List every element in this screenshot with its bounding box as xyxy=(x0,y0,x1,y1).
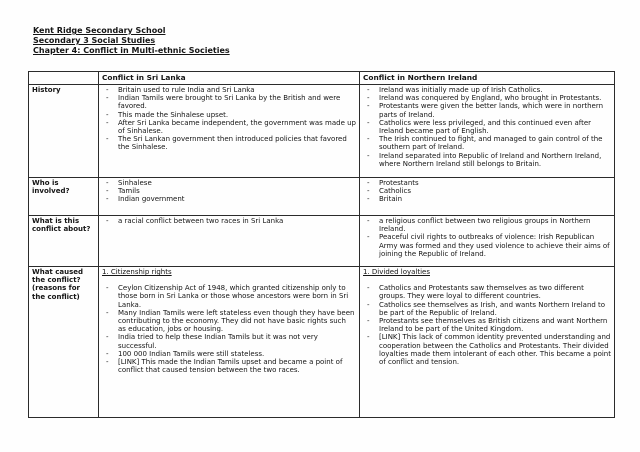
chapter-title: Chapter 4: Conflict in Multi-ethnic Societies xyxy=(33,46,230,55)
bullet-dash: - xyxy=(367,187,370,196)
table-row-who-is-involved xyxy=(29,178,615,216)
bullet-item xyxy=(363,152,611,168)
bullet-item xyxy=(102,94,356,110)
table-row-conflict-about xyxy=(29,216,615,267)
bullet-text: Britain xyxy=(379,195,403,204)
bullet-dash: - xyxy=(106,135,109,144)
bullet-item xyxy=(363,317,611,333)
bullet-item xyxy=(363,301,611,317)
bullet-dash: - xyxy=(106,195,109,204)
subject-line: Secondary 3 Social Studies xyxy=(33,36,156,45)
bullet-item xyxy=(363,179,611,187)
history-sri-lanka-cell xyxy=(99,85,360,178)
cause-heading-citizenship-rights: 1. Citizenship rights xyxy=(102,268,172,276)
row-label-history: History xyxy=(29,85,99,178)
bullet-text: Protestants see themselves as British citizens and want Northern Ireland to be part of the United Kingdom. xyxy=(379,317,608,334)
bullet-item xyxy=(102,119,356,135)
table-header-row xyxy=(29,72,615,85)
bullet-text: Protestants xyxy=(379,179,419,187)
bullet-text: The Irish continued to fight, and managed to gain control of the southern part of Ireland. xyxy=(379,135,603,152)
bullet-item xyxy=(102,135,356,151)
bullet-text: The Sri Lankan government then introduced policies that favored the Sinhalese. xyxy=(118,135,347,152)
bullet-item xyxy=(102,350,356,358)
bullet-dash: - xyxy=(367,317,370,326)
who-northern-ireland-cell xyxy=(360,178,615,216)
column-header-sri-lanka: Conflict in Sri Lanka xyxy=(99,72,360,85)
bullet-item xyxy=(363,333,611,366)
bullet-item xyxy=(363,217,611,233)
bullet-text: Britain used to rule India and Sri Lanka xyxy=(118,86,255,94)
about-sri-lanka-cell xyxy=(99,216,360,267)
bullet-text: Many Indian Tamils were left stateless even though they have been contributing to the economy. They did not have basic rights such as education, jobs or housing. xyxy=(118,308,355,334)
bullet-dash: - xyxy=(106,284,109,293)
bullet-dash: - xyxy=(367,300,370,309)
bullet-item xyxy=(102,187,356,195)
bullet-dash: - xyxy=(367,86,370,94)
bullet-dash: - xyxy=(367,135,370,144)
bullet-item xyxy=(102,217,356,225)
bullet-dash: - xyxy=(106,358,109,367)
bullet-dash: - xyxy=(106,110,109,119)
bullet-dash: - xyxy=(106,187,109,196)
bullet-item xyxy=(363,119,611,135)
notes-table xyxy=(28,71,615,418)
bullet-dash: - xyxy=(106,349,109,358)
bullet-text: Ceylon Citizenship Act of 1948, which granted citizenship only to those born in Sri Lanka or those whose ancestors were born in Sri Lanka. xyxy=(118,284,349,309)
bullet-text: Tamils xyxy=(118,187,140,196)
bullet-dash: - xyxy=(367,94,370,103)
bullet-text: Catholics see themselves as Irish, and wants Northern Ireland to be part of the Republic of Ireland. xyxy=(379,300,606,317)
bullet-item xyxy=(363,135,611,151)
bullet-dash: - xyxy=(106,308,109,317)
cause-northern-ireland-bullets xyxy=(363,284,611,366)
bullet-text: a racial conflict between two races in Sri Lanka xyxy=(118,217,284,225)
bullet-item xyxy=(102,333,356,349)
bullet-text: a religious conflict between two religious groups in Northern Ireland. xyxy=(379,217,591,234)
who-sri-lanka-cell xyxy=(99,178,360,216)
bullet-item xyxy=(363,284,611,300)
about-northern-ireland-cell xyxy=(360,216,615,267)
bullet-item xyxy=(363,187,611,195)
bullet-dash: - xyxy=(367,217,370,225)
column-header-northern-ireland: Conflict in Northern Ireland xyxy=(360,72,615,85)
bullet-text: Ireland was initially made up of Irish Catholics. xyxy=(379,86,543,94)
bullet-item xyxy=(363,233,611,258)
bullet-dash: - xyxy=(106,217,109,225)
bullet-text: 100 000 Indian Tamils were still stateless. xyxy=(118,349,265,358)
bullet-text: Indian government xyxy=(118,195,185,204)
bullet-item xyxy=(102,111,356,119)
bullet-item xyxy=(363,94,611,102)
bullet-text: Ireland separated into Republic of Ireland and Northern Ireland, where Northern Ireland still belongs to Britain. xyxy=(379,151,602,168)
bullet-text: Catholics were less privileged, and this continued even after Ireland became part of English. xyxy=(379,118,592,136)
history-northern-ireland-cell xyxy=(360,85,615,178)
cause-northern-ireland-cell xyxy=(360,267,615,418)
table-row-history xyxy=(29,85,615,178)
bullet-item xyxy=(102,309,356,334)
school-name: Kent Ridge Secondary School xyxy=(33,26,166,35)
bullet-text: Ireland was conquered by England, who brought in Protestants. xyxy=(379,94,602,103)
bullet-item xyxy=(363,195,611,203)
bullet-dash: - xyxy=(106,179,109,187)
bullet-text: Indian Tamils were brought to Sri Lanka by the British and were favored. xyxy=(118,94,341,111)
bullet-text: [LINK] This made the Indian Tamils upset and became a point of conflict that caused tension between the two races. xyxy=(118,358,343,375)
bullet-text: This made the Sinhalese upset. xyxy=(118,110,229,119)
bullet-text: Sinhalese xyxy=(118,179,152,187)
bullet-dash: - xyxy=(367,118,370,127)
bullet-text: Peaceful civil rights to outbreaks of violence: Irish Republican Army was formed and they used violence to achieve their aims of joining the Republic of Ireland. xyxy=(379,233,610,258)
bullet-item xyxy=(102,86,356,94)
cause-heading-divided-loyalties: 1. Divided loyalties xyxy=(363,268,430,276)
row-label-conflict-about: What is this conflict about? xyxy=(29,216,99,267)
bullet-dash: - xyxy=(367,179,370,187)
bullet-dash: - xyxy=(106,86,109,94)
bullet-item xyxy=(363,102,611,118)
bullet-dash: - xyxy=(367,333,370,342)
bullet-item xyxy=(102,358,356,374)
document-header xyxy=(33,26,230,56)
cause-sri-lanka-bullets xyxy=(102,284,356,374)
bullet-dash: - xyxy=(367,284,370,293)
cause-sri-lanka-cell xyxy=(99,267,360,418)
bullet-text: India tried to help these Indian Tamils but it was not very successful. xyxy=(118,333,318,350)
bullet-item xyxy=(102,179,356,187)
bullet-item xyxy=(102,284,356,309)
bullet-item xyxy=(363,86,611,94)
bullet-item xyxy=(102,195,356,203)
bullet-text: Catholics xyxy=(379,187,412,196)
table-row-conflict-cause xyxy=(29,267,615,418)
bullet-text: [LINK] This lack of common identity prevented understanding and cooperation between the Catholics and Protestants. Their divided loyalties made them intolerant of each other. This became a point of conflict and tension. xyxy=(379,333,611,367)
bullet-text: Catholics and Protestants saw themselves as two different groups. They were loyal to different countries. xyxy=(379,284,584,301)
bullet-dash: - xyxy=(367,151,370,160)
bullet-dash: - xyxy=(367,233,370,242)
bullet-text: After Sri Lanka became independent, the government was made up of Sinhalese. xyxy=(118,118,356,136)
row-label-who-is-involved: Who is involved? xyxy=(29,178,99,216)
bullet-dash: - xyxy=(106,333,109,342)
row-label-conflict-cause: What caused the conflict? (reasons for the conflict) xyxy=(29,267,99,418)
bullet-dash: - xyxy=(367,102,370,111)
bullet-dash: - xyxy=(106,94,109,103)
corner-cell xyxy=(29,72,99,85)
bullet-dash: - xyxy=(106,118,109,127)
bullet-text: Protestants were given the better lands, which were in northern parts of Ireland. xyxy=(379,102,604,119)
bullet-dash: - xyxy=(367,195,370,204)
